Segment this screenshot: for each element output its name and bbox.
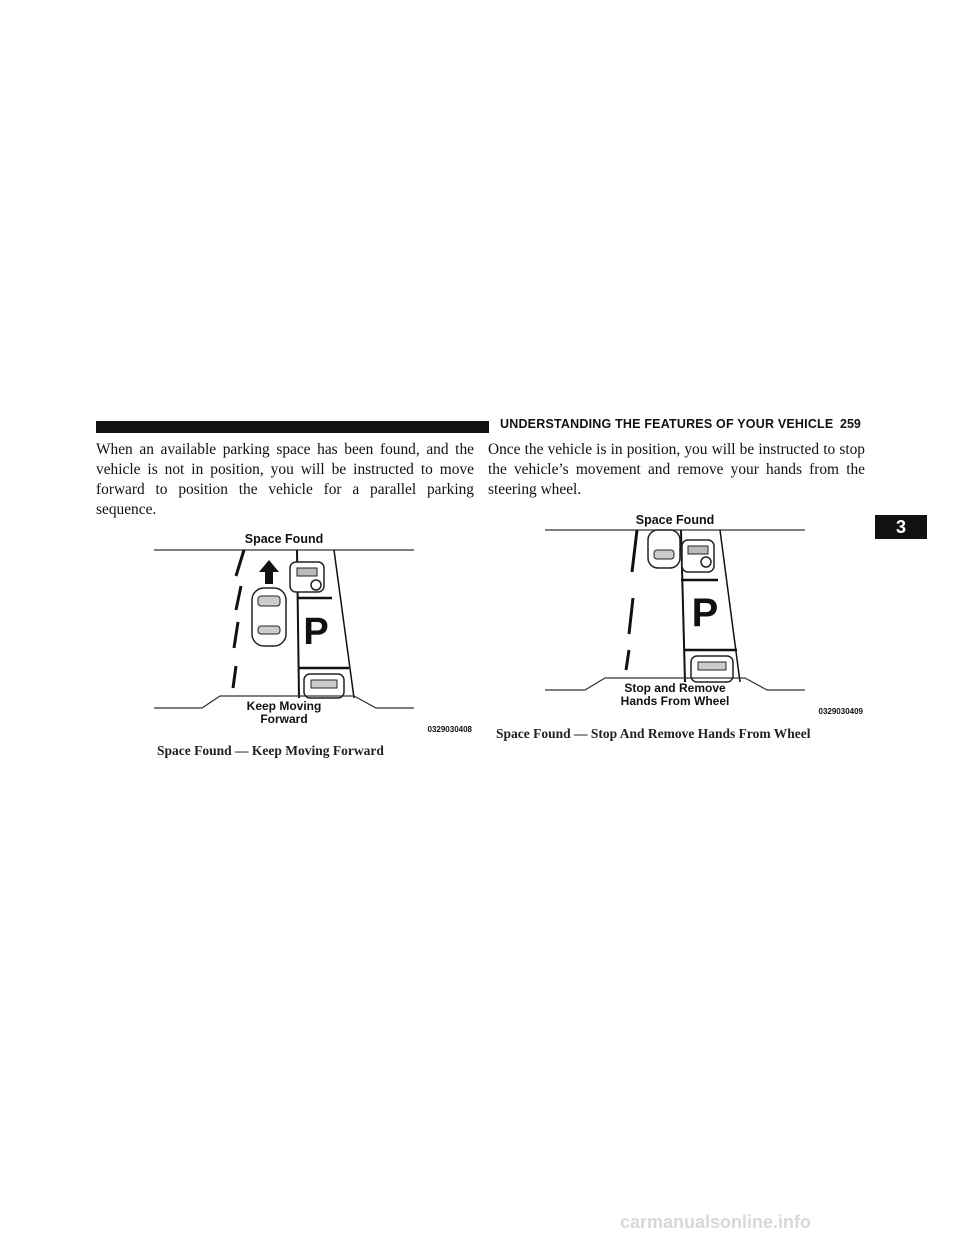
parking-diagram-left [154,528,474,733]
header-rule-bar [96,421,489,433]
figure-caption-right: Space Found — Stop And Remove Hands From Wheel [496,726,811,741]
watermark: carmanualsonline.info [620,1212,812,1232]
diagram-top-label: Space Found [635,513,715,527]
left-paragraph: When an available parking space has been found, and the vehicle is not in position, you will be instructed to move forward to position the vehicle for a parallel parking sequence. [96,441,474,518]
parking-letter: P [691,591,719,635]
diagram-top-label: Space Found [244,532,324,546]
parking-letter: P [303,611,329,653]
figure-keep-moving-forward [154,528,474,733]
diagram-bottom-label-line1: Stop and Remove [624,681,726,695]
right-paragraph: Once the vehicle is in position, you will be instructed to stop the vehicle’s movement and remove your hands from the steering wheel. [488,441,865,498]
running-header-title: UNDERSTANDING THE FEATURES OF YOUR VEHICLE [500,417,834,431]
forward-arrow-icon [259,560,279,584]
figure-code: 0329030409 [818,707,863,716]
diagram-bottom-label-line2: Hands From Wheel [620,694,730,708]
parking-diagram-right [545,510,865,722]
page-number: 259 [840,417,861,431]
diagram-bottom-label-line1: Keep Moving [246,699,322,713]
figure-code: 0329030408 [427,725,472,733]
chapter-tab: 3 [875,515,927,539]
diagram-bottom-label-line2: Forward [260,712,308,726]
figure-stop-remove-hands [545,510,865,722]
figure-caption-left: Space Found — Keep Moving Forward [157,743,384,758]
